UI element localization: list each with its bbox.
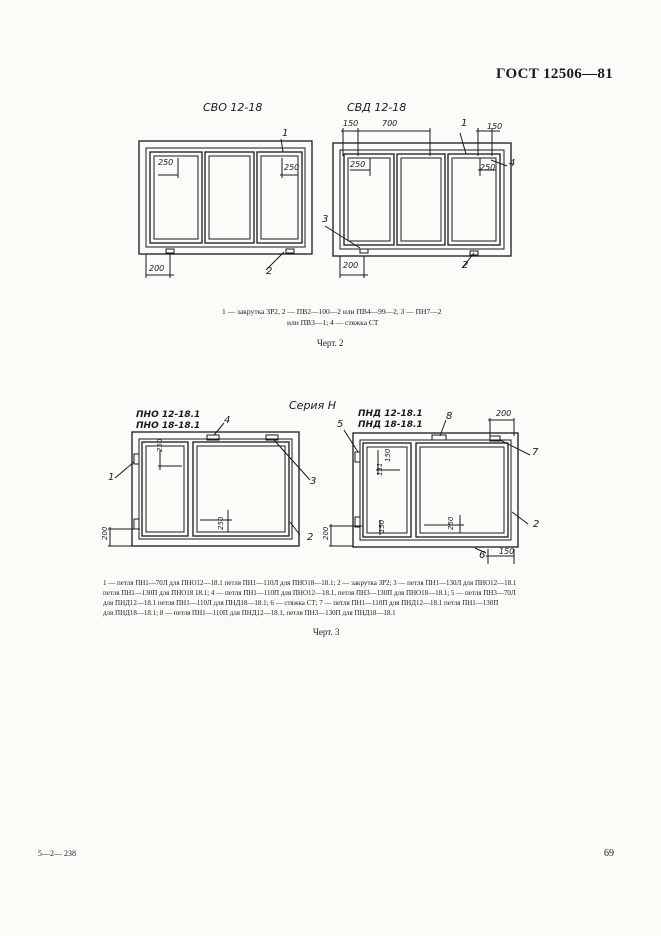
page-number: 69 xyxy=(604,848,614,859)
pno-title-2: ПНО 18-18.1 xyxy=(136,421,201,431)
label-3-pno: 3 xyxy=(310,476,317,487)
dim-250-pno-vert: 250 xyxy=(156,438,164,452)
dim-150-b: 150 xyxy=(487,122,503,131)
dim-700: 700 xyxy=(382,119,398,128)
fig3-caption: Черт. 3 xyxy=(313,627,340,637)
label-2-svd: 2 xyxy=(462,260,469,271)
label-7-pnd: 7 xyxy=(532,447,539,458)
label-5-pnd: 5 xyxy=(337,419,344,430)
pnd-window-drawing xyxy=(329,418,530,564)
print-code: 5—2— 238 xyxy=(38,849,76,858)
svd-title: СВД 12-18 xyxy=(347,101,407,114)
dim-150-pnd-bottom: 150 xyxy=(499,547,515,556)
fig2-legend-line1: 1 — закрутка ЗР2, 2 — ПВ2—100—2 или ПВ4—99—2, 3 — ПН7—2 xyxy=(222,307,442,316)
series-title: Серия Н xyxy=(289,399,336,412)
svd-window-drawing xyxy=(325,128,511,278)
label-4-svd: 4 xyxy=(509,158,516,169)
label-2-pno: 2 xyxy=(307,532,314,543)
dim-250-pno-inner: 250 xyxy=(217,516,225,530)
label-8-pnd: 8 xyxy=(446,411,453,422)
standard-header: ГОСТ 12506—81 xyxy=(495,66,613,82)
label-1-svd: 1 xyxy=(461,118,468,129)
label-1-left: 1 xyxy=(282,128,289,139)
label-3-svd: 3 xyxy=(322,214,329,225)
svo-title: СВО 12-18 xyxy=(203,101,263,114)
fig3-legend-line1: 1 — петля ПН1—70Л для ПНО12—18.1 петля ПН1—110Л для ПНО18—18.1; 2 — закрутка ЗР2; 3 — петля ПН1—130Л для ПНО12—18.1 xyxy=(103,579,517,587)
dim-200-left: 200 xyxy=(149,264,165,273)
label-2-pnd: 2 xyxy=(533,519,540,530)
label-6-pnd: 6 xyxy=(479,550,486,561)
pno-window-drawing xyxy=(108,423,310,546)
dim-150-pnd-vert: 150 xyxy=(384,448,392,462)
label-1-pno: 1 xyxy=(108,472,115,483)
label-4-pno: 4 xyxy=(224,415,231,426)
dim-200-pno: 200 xyxy=(101,526,109,540)
dim-150-pnd-low: 150 xyxy=(378,519,386,533)
dim-200-pnd-left: 200 xyxy=(322,526,330,540)
pnd-title-1: ПНД 12-18.1 xyxy=(358,409,423,419)
fig3-legend-line2: петля ПН1—130П для ПНО18 18.1; 4 — петля ПН1—110П для ПНО12—18.1, петля ПН3—130П для ПНО18—18.1; 5 — петля ПН3—70Л xyxy=(103,589,516,597)
fig3-legend-line4: для ПНД18—18.1; 8 — петля ПН1—110П для ПНД12—18.1, петля ПН3—130П для ПНД18—18.1 xyxy=(103,609,396,617)
pnd-title-2: ПНД 18-18.1 xyxy=(358,420,423,430)
fig3-legend-line3: для ПНД12—18.1 петля ПН1—110Л для ПНД18—18.1; 6 — стяжка СТ; 7 — петля ПН1—110П для ПНД12—18.1 петля ПН1—130П xyxy=(103,599,499,607)
dim-200-pnd-top: 200 xyxy=(496,409,512,418)
pno-title-1: ПНО 12-18.1 xyxy=(136,410,201,420)
dim-250-svd-left: 250 xyxy=(350,160,366,169)
dim-250-pnd: 250 xyxy=(447,516,455,530)
dim-250-svd-right: 250 xyxy=(480,163,496,172)
dim-250-right: 250 xyxy=(284,163,300,172)
label-2-left: 2 xyxy=(266,266,273,277)
dim-250-left: 250 xyxy=(158,158,174,167)
dim-131-pnd: 131 xyxy=(376,462,384,476)
dim-200-svd: 200 xyxy=(343,261,359,270)
fig2-legend-line2: или ПВ3—1; 4 — стяжка СТ xyxy=(287,318,379,327)
dim-150-a: 150 xyxy=(343,119,359,128)
fig2-caption: Черт. 2 xyxy=(317,338,344,348)
